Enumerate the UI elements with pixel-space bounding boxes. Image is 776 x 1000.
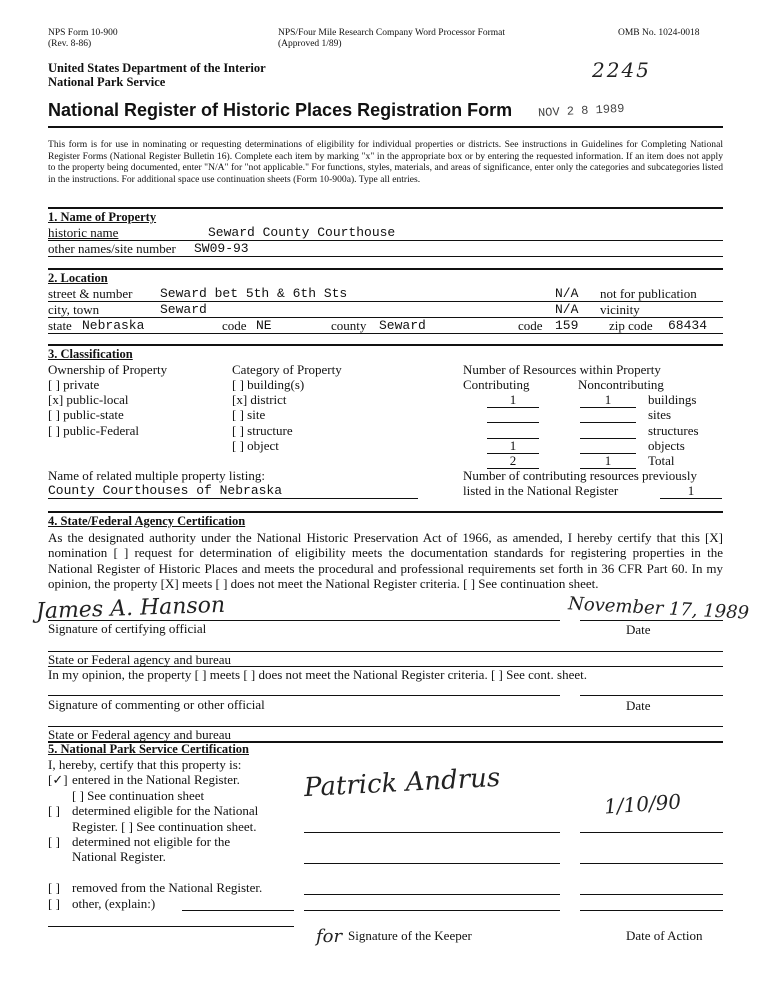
line bbox=[580, 695, 723, 696]
city-na: N/A bbox=[555, 302, 579, 317]
section-1-heading: 1. Name of Property bbox=[48, 210, 157, 224]
category-label: Category of Property bbox=[232, 362, 342, 377]
related-listing-label: Name of related multiple property listing: bbox=[48, 468, 265, 483]
related-listing-value: County Courthouses of Nebraska bbox=[48, 483, 418, 499]
for-handwritten: for bbox=[316, 926, 343, 947]
county-code-value: 159 bbox=[555, 318, 579, 333]
omb-number: OMB No. 1024-0018 bbox=[618, 28, 700, 38]
category-district[interactable]: [x] district bbox=[232, 392, 287, 407]
county-code-label: code bbox=[518, 318, 543, 333]
line bbox=[304, 894, 560, 895]
line bbox=[304, 863, 560, 864]
ownership-public-federal[interactable]: [ ] public-Federal bbox=[48, 423, 139, 438]
line bbox=[580, 620, 723, 621]
category-buildings[interactable]: [ ] building(s) bbox=[232, 377, 305, 392]
line bbox=[304, 910, 560, 911]
resource-label-objects: objects bbox=[648, 438, 685, 453]
ownership-public-state[interactable]: [ ] public-state bbox=[48, 407, 124, 422]
line bbox=[304, 832, 560, 833]
eligible-checkbox[interactable]: [ ] bbox=[48, 803, 60, 818]
contributing-buildings: 1 bbox=[487, 392, 539, 408]
form-number: NPS Form 10-900 bbox=[48, 28, 118, 38]
noncontributing-structures bbox=[580, 423, 636, 439]
other-label: other, (explain:) bbox=[72, 896, 156, 911]
city-label: city, town bbox=[48, 302, 100, 317]
category-structure[interactable]: [ ] structure bbox=[232, 423, 293, 438]
form-revision: (Rev. 8-86) bbox=[48, 39, 92, 49]
street-value: Seward bet 5th & 6th Sts bbox=[160, 286, 348, 301]
format-line-2: (Approved 1/89) bbox=[278, 39, 342, 49]
other-names-value: SW09-93 bbox=[194, 241, 249, 256]
resource-label-structures: structures bbox=[648, 423, 699, 438]
previously-listed-line1: Number of contributing resources previously bbox=[463, 468, 697, 483]
date-label-2: Date bbox=[626, 698, 651, 713]
date-label: Date bbox=[626, 622, 651, 637]
ownership-label: Ownership of Property bbox=[48, 362, 168, 377]
line bbox=[580, 894, 723, 895]
section-4-heading: 4. State/Federal Agency Certification bbox=[48, 514, 246, 528]
certification-paragraph: As the designated authority under the National Historic Preservation Act of 1966, as amended, I hereby certify that this [X] nomination [ ] request for determination of eligibility meets the documentation standards for registering properties in the National Register of Historic Places and meets the procedural and professional requirements set forth in 36 CFR Part 60. In my opinion, the property [X] meets [ ] does not meet the National Register criteria. [ ] See continuation sheet. bbox=[48, 530, 723, 591]
contributing-objects: 1 bbox=[487, 438, 539, 454]
line bbox=[48, 695, 560, 696]
eligible-continuation[interactable]: Register. [ ] See continuation sheet. bbox=[72, 819, 257, 834]
state-code-value: NE bbox=[256, 318, 272, 333]
removed-checkbox[interactable]: [ ] bbox=[48, 880, 60, 895]
line bbox=[580, 832, 723, 833]
certifying-signature: James A. Hanson bbox=[35, 592, 226, 625]
not-eligible-cont: National Register. bbox=[72, 849, 166, 864]
entered-continuation[interactable]: [ ] See continuation sheet bbox=[72, 788, 205, 803]
section-5-heading: 5. National Park Service Certification bbox=[48, 742, 249, 756]
line bbox=[48, 333, 723, 334]
city-value: Seward bbox=[160, 302, 207, 317]
contributing-label: Contributing bbox=[463, 377, 530, 392]
state-code-label: code bbox=[222, 318, 247, 333]
other-names-label: other names/site number bbox=[48, 241, 176, 256]
resource-label-buildings: buildings bbox=[648, 392, 697, 407]
section-rule bbox=[48, 511, 723, 513]
handwritten-number: 2245 bbox=[592, 58, 651, 82]
date-stamp: NOV 2 8 1989 bbox=[537, 101, 625, 121]
historic-name-value: Seward County Courthouse bbox=[208, 225, 396, 240]
county-value: Seward bbox=[379, 318, 426, 333]
entered-checkbox[interactable]: [✓] bbox=[48, 772, 68, 787]
contributing-sites bbox=[487, 407, 539, 423]
previously-listed-value: 1 bbox=[660, 483, 722, 499]
ownership-private[interactable]: [ ] private bbox=[48, 377, 100, 392]
section-2-heading: 2. Location bbox=[48, 271, 108, 285]
nps-intro: I, hereby, certify that this property is: bbox=[48, 757, 242, 772]
eligible-label: determined eligible for the National bbox=[72, 803, 259, 818]
state-label: state bbox=[48, 318, 72, 333]
contributing-total: 2 bbox=[487, 453, 539, 469]
keeper-signature-label: Signature of the Keeper bbox=[348, 928, 472, 943]
removed-label: removed from the National Register. bbox=[72, 880, 263, 895]
not-eligible-label: determined not eligible for the bbox=[72, 834, 231, 849]
resource-label-total: Total bbox=[648, 453, 675, 468]
keeper-signature: Patrick Andrus bbox=[303, 762, 501, 804]
signature-certifying-label: Signature of certifying official bbox=[48, 621, 207, 636]
noncontributing-buildings: 1 bbox=[580, 392, 636, 408]
resources-label: Number of Resources within Property bbox=[463, 362, 661, 377]
line bbox=[580, 863, 723, 864]
entered-label: entered in the National Register. bbox=[72, 772, 240, 787]
category-object[interactable]: [ ] object bbox=[232, 438, 279, 453]
certifying-date-handwritten: November 17, 1989 bbox=[567, 593, 750, 624]
agency-bureau-label-2: State or Federal agency and bureau bbox=[48, 727, 232, 742]
noncontributing-sites bbox=[580, 407, 636, 423]
instructions-text: This form is for use in nominating or requesting determinations of eligibility for individual properties or districts. See instructions in Guidelines for Completing National Register Forms (National Register Bulletin 16). Complete each item by marking "x" in the appropriate box or by entering the requested information. If an item does not apply to the property being documented, enter "N/A" for "not applicable." For functions, styles, materials, and areas of significance, enter only the categories and subcategories listed in the instructions. For additional space use continuation sheets (Form 10-900a). Type all entries. bbox=[48, 139, 723, 185]
noncontributing-total: 1 bbox=[580, 453, 636, 469]
vicinity: vicinity bbox=[600, 302, 640, 317]
zip-label: zip code bbox=[609, 318, 653, 333]
line bbox=[48, 256, 723, 257]
street-na: N/A bbox=[555, 286, 579, 301]
category-site[interactable]: [ ] site bbox=[232, 407, 266, 422]
opinion-text: In my opinion, the property [ ] meets [ ] does not meet the National Register criteria. [ ] See cont. sheet. bbox=[48, 667, 587, 682]
other-explain-line bbox=[182, 910, 294, 911]
format-line-1: NPS/Four Mile Research Company Word Processor Format bbox=[278, 28, 506, 38]
noncontributing-objects bbox=[580, 438, 636, 454]
action-date-handwritten: 1/10/90 bbox=[603, 789, 682, 819]
section-rule bbox=[48, 207, 723, 209]
previously-listed-line2: listed in the National Register bbox=[463, 483, 619, 498]
date-of-action-label: Date of Action bbox=[626, 928, 703, 943]
ownership-public-local[interactable]: [x] public-local bbox=[48, 392, 129, 407]
county-label: county bbox=[331, 318, 367, 333]
street-label: street & number bbox=[48, 286, 133, 301]
section-rule bbox=[48, 344, 723, 346]
agency-bureau-label: State or Federal agency and bureau bbox=[48, 652, 232, 667]
noncontributing-label: Noncontributing bbox=[578, 377, 664, 392]
page-title: National Register of Historic Places Registration Form bbox=[48, 100, 513, 120]
not-for-publication: not for publication bbox=[600, 286, 697, 301]
line bbox=[48, 926, 294, 927]
section-rule bbox=[48, 268, 723, 270]
not-eligible-checkbox[interactable]: [ ] bbox=[48, 834, 60, 849]
other-checkbox[interactable]: [ ] bbox=[48, 896, 60, 911]
historic-name-label: historic name bbox=[48, 225, 119, 240]
title-rule bbox=[48, 126, 723, 128]
commenting-signature-label: Signature of commenting or other official bbox=[48, 697, 265, 712]
contributing-structures bbox=[487, 423, 539, 439]
department-name: United States Department of the Interior bbox=[48, 61, 266, 75]
zip-value: 68434 bbox=[668, 318, 708, 333]
resource-label-sites: sites bbox=[648, 407, 672, 422]
state-value: Nebraska bbox=[82, 318, 145, 333]
section-3-heading: 3. Classification bbox=[48, 347, 133, 361]
agency-name: National Park Service bbox=[48, 75, 166, 89]
line bbox=[580, 910, 723, 911]
